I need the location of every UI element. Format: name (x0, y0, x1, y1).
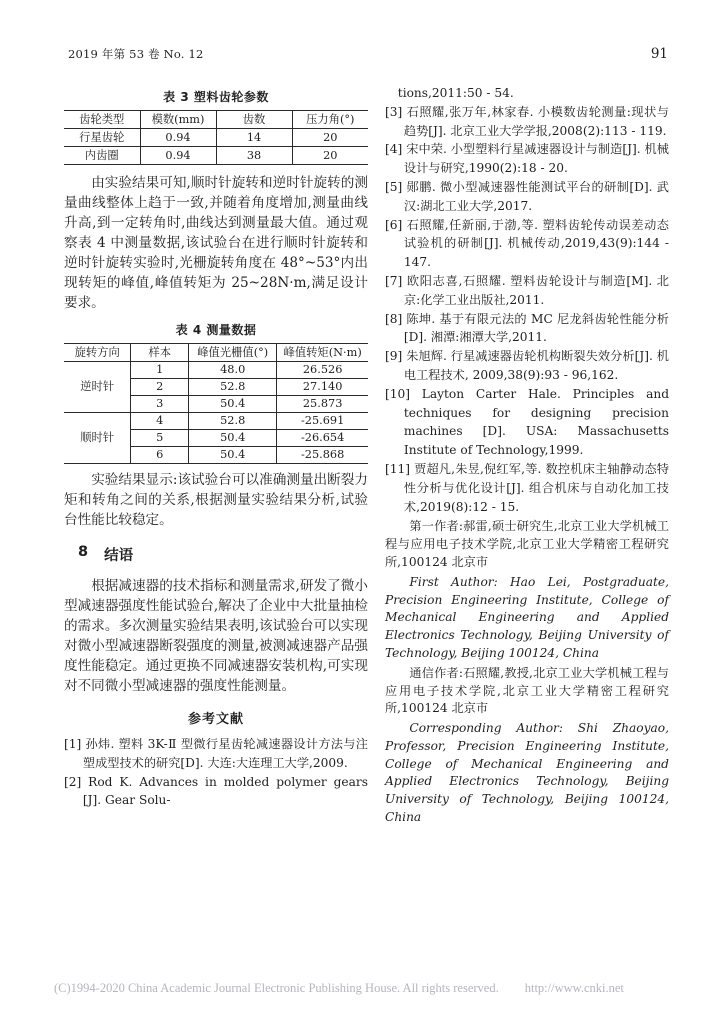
cnki-url: http://www.cnki.net (524, 981, 624, 995)
table4-measurement-data (64, 343, 368, 464)
reference-item: [5] 郧鹏. 微小型减速器性能测试平台的研制[D]. 武汉:湖北工业大学,2017. (385, 179, 669, 213)
body-paragraph: 实验结果显示:该试验台可以准确测量出断裂力矩和转角之间的关系,根据测量实验结果分析,试验台性能比较稳定。 (64, 472, 368, 528)
table4-cell: 26.526 (277, 362, 368, 379)
table4-cell: 50.4 (189, 430, 277, 447)
references-heading: 参考文献 (187, 712, 244, 727)
left-column (64, 84, 368, 827)
table3-cell: 0.94 (140, 147, 216, 165)
table4-cell: 4 (131, 413, 189, 430)
reference-item: [4] 宋中荣. 小型塑料行星减速器设计与制造[J]. 机械设计与研究,1990(2):18 - 20. (385, 142, 669, 176)
section-number: 8 (78, 544, 89, 560)
reference-item: [11] 贾超凡,朱昱,倪红军,等. 数控机床主轴静动态特性分析与优化设计[J]. 组合机床与自动化加工技术,2019(8):12 - 15. (385, 461, 669, 514)
table3-cell: 0.94 (140, 129, 216, 147)
table3-caption: 表 3 塑料齿轮参数 (163, 90, 269, 104)
copyright-text: (C)1994-2020 China Academic Journal Electronic Publishing House. All rights reserved. (54, 981, 499, 995)
table4-header-cell: 峰值转矩(N·m) (277, 344, 368, 362)
table4-cell: 27.140 (277, 379, 368, 396)
first-author-info-zh: 第一作者:郝雷,硕士研究生,北京工业大学机械工程与应用电子技术学院,北京工业大学精密工程研究所,100124 北京市 (385, 519, 669, 569)
table4-cell: 52.8 (189, 413, 277, 430)
two-column-body (64, 84, 669, 827)
table4-cell: 52.8 (189, 379, 277, 396)
cnki-copyright-footer (54, 981, 684, 996)
reference-item: [3] 石照耀,张万年,林家春. 小模数齿轮测量:现状与趋势[J]. 北京工业大学学报,2008(2):113 - 119. (385, 104, 669, 138)
corresponding-author-info-zh: 通信作者:石照耀,教授,北京工业大学机械工程与应用电子技术学院,北京工业大学精密工程研究所,100124 北京市 (385, 665, 669, 716)
table4-cell: 3 (131, 396, 189, 413)
table3-header-row (64, 111, 368, 129)
section-title: 结语 (104, 548, 134, 564)
table3-header-cell: 压力角(°) (292, 111, 368, 129)
table3-cell: 内齿圈 (64, 147, 140, 165)
right-column (385, 84, 669, 827)
table4-cell: 1 (131, 362, 189, 379)
section-heading-conclusion (78, 544, 368, 565)
table3-header-cell: 模数(mm) (140, 111, 216, 129)
table3-cell: 14 (216, 129, 292, 147)
table3-cell: 行星齿轮 (79, 130, 125, 144)
reference-item: [2] Rod K. Advances in molded polymer gears [J]. Gear Solu- (64, 774, 368, 808)
page-number: 91 (650, 46, 668, 62)
table4-cell: 50.4 (189, 396, 277, 413)
direction-cell-ccw: 逆时针 (64, 362, 131, 413)
table-row (64, 147, 368, 165)
table4-cell: -26.654 (277, 430, 368, 447)
table4-header-cell: 样本 (131, 344, 189, 362)
reference-item: [1] 孙炜. 塑料 3K-Ⅱ 型微行星齿轮减速器设计方法与注塑成型技术的研究[D]. 大连:大连理工大学,2009. (64, 737, 368, 770)
table4-header-row (64, 344, 368, 362)
corresponding-author-info-en: Corresponding Author: Shi Zhaoyao, Professor, Precision Engineering Institute, College of Mechanical Engineering and Applied Electronics Technology, Beijing University of Technology, Beijing 100124, China (385, 721, 669, 825)
first-author-info-en: First Author: Hao Lei, Postgraduate, Precision Engineering Institute, College of Mechanical Engineering and Applied Electronics Technology, Beijing University of Technology, Beijing 100124, China (385, 574, 669, 660)
table4-cell: 48.0 (189, 362, 277, 379)
reference-item: [8] 陈坤. 基于有限元法的 MC 尼龙斜齿轮性能分析[D]. 湘潭:湘潭大学,2011. (385, 311, 669, 345)
table4-cell: 50.4 (189, 447, 277, 464)
table4-cell: -25.868 (277, 447, 368, 464)
table3-cell: 20 (292, 129, 368, 147)
reference-continuation: tions,2011:50 - 54. (397, 86, 514, 100)
reference-item: [9] 朱旭辉. 行星减速器齿轮机构断裂失效分析[J]. 机电工程技术, 2009,38(9):93 - 96,162. (385, 349, 669, 382)
direction-cell-cw: 顺时针 (64, 413, 131, 464)
table3-gear-parameters (64, 110, 368, 165)
running-head (68, 46, 668, 62)
reference-item: [6] 石照耀,任新丽,于渤,等. 塑料齿轮传动误差动态试验机的研制[J]. 机械传动,2019,43(9):144 - 147. (385, 217, 669, 270)
journal-issue-info: 2019 年第 53 卷 No. 12 (68, 47, 204, 61)
table-row (64, 362, 368, 379)
table3-cell: 38 (216, 147, 292, 165)
table4-header-cell: 旋转方向 (64, 344, 131, 362)
table-row (64, 129, 368, 147)
table4-caption: 表 4 测量数据 (175, 323, 257, 337)
table4-cell: 6 (131, 447, 189, 464)
table3-header-cell: 齿轮类型 (64, 111, 140, 129)
reference-item: [10] Layton Carter Hale. Principles and techniques for designing precision machines [D]. USA: Massachusetts Institute of Technology,1999. (385, 386, 669, 458)
table4-cell: 5 (131, 430, 189, 447)
table-row (64, 413, 368, 430)
table3-header-cell: 齿数 (216, 111, 292, 129)
reference-item: [7] 欧阳志喜,石照耀. 塑料齿轮设计与制造[M]. 北京:化学工业出版社,2011. (385, 273, 669, 307)
table4-header-cell: 峰值光栅值(°) (189, 344, 277, 362)
table3-cell: 20 (292, 147, 368, 165)
body-paragraph: 由实验结果可知,顺时针旋转和逆时针旋转的测量曲线整体上趋于一致,并随着角度增加,测量曲线升高,到一定转角时,曲线达到测量最大值。通过观察表 4 中测量数据,该试验台在进行顺时针旋转和逆时针旋转实验时,光栅旋转角度在 48°~53°内出现转矩的峰值,峰值转矩为 25~28N·m,满足设计要求。 (64, 175, 368, 311)
table4-cell: 25.873 (277, 396, 368, 413)
body-paragraph: 根据减速器的技术指标和测量需求,研发了微小型减速器强度性能试验台,解决了企业中大批量抽检的需求。多次测量实验结果表明,该试验台可以实现对微小型减速器断裂强度的测量,被测减速器产品强度性能稳定。通过更换不同减速器安装机构,可实现对不同微小型减速器的强度性能测量。 (64, 578, 368, 694)
table4-cell: -25.691 (277, 413, 368, 430)
table4-cell: 2 (131, 379, 189, 396)
